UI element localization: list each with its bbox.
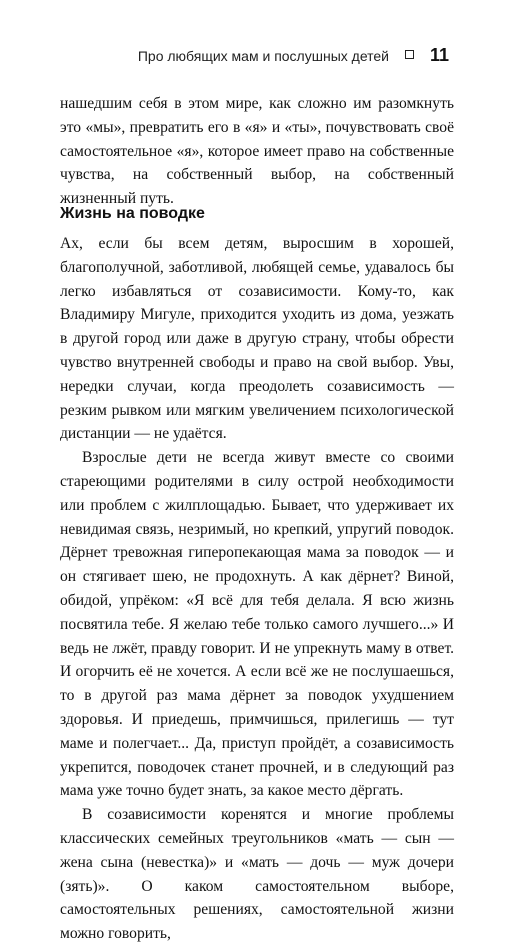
paragraph-1: Ах, если бы всем детям, выросшим в хорошей, благополучной, заботливой, любящей семье, удавалось бы легко избавляться от созависимости. Кому-то, как Владимиру Мигуле, приходится уходить из дома, уезжать в другой город или даже в другую страну, чтобы обрести чувство внутренней свободы и право на свой выбор. Увы, нередки случаи, когда преодолеть созависимость — резким рывком или мягким увеличением психологической дистанции — не удаётся.	[60, 235, 454, 443]
main-text-block	[60, 232, 454, 946]
square-icon	[405, 50, 414, 59]
intro-paragraph-block	[60, 92, 454, 211]
intro-paragraph: нашедшим себя в этом мире, как сложно им разомкнуть это «мы», превратить его в «я» и «ты», почувствовать своё самостоятельное «я», которое имеет право на собственные чувства, на собственный выбор, на собственный жизненный путь.	[60, 95, 454, 208]
paragraph-2: Взрослые дети не всегда живут вместе со своими стареющими родителями в силу острой необходимости или проблем с жилплощадью. Бывает, что удерживает их невидимая связь, незримый, но крепкий, упругий поводок. Дёрнет тревожная гиперопекающая мама за поводок — и он стягивает шею, не продохнуть. А как дёрнет? Виной, обидой, упрёком: «Я всё для тебя делала. Я всю жизнь посвятила тебе. Я желаю тебе только самого лучшего...» И ведь не лжёт, правду говорит. И не упрекнуть маму в ответ. И огорчить её не хочется. А если всё же не послушаешься, то в другой раз мама дёрнет за поводок ухудшением здоровья. И приедешь, примчишься, прилегишь — тут маме и полегчает... Да, приступ пройдёт, а созависимость укрепится, поводочек станет прочней, и в следующий раз мама уже точно будет знать, за какое место дёргать.	[60, 449, 454, 800]
section-heading: Жизнь на поводке	[60, 205, 205, 222]
running-title: Про любящих мам и послушных детей	[137, 48, 389, 64]
page-header	[0, 44, 509, 68]
paragraph-3: В созависимости коренятся и многие проблемы классических семейных треугольников «мать — сын — жена сына (невестка)» и «мать — дочь — муж дочери (зять)». О каком самостоятельном выборе, самостоятельных решениях, самостоятельной жизни можно говорить,	[60, 806, 454, 943]
page-number: 11	[429, 45, 449, 65]
